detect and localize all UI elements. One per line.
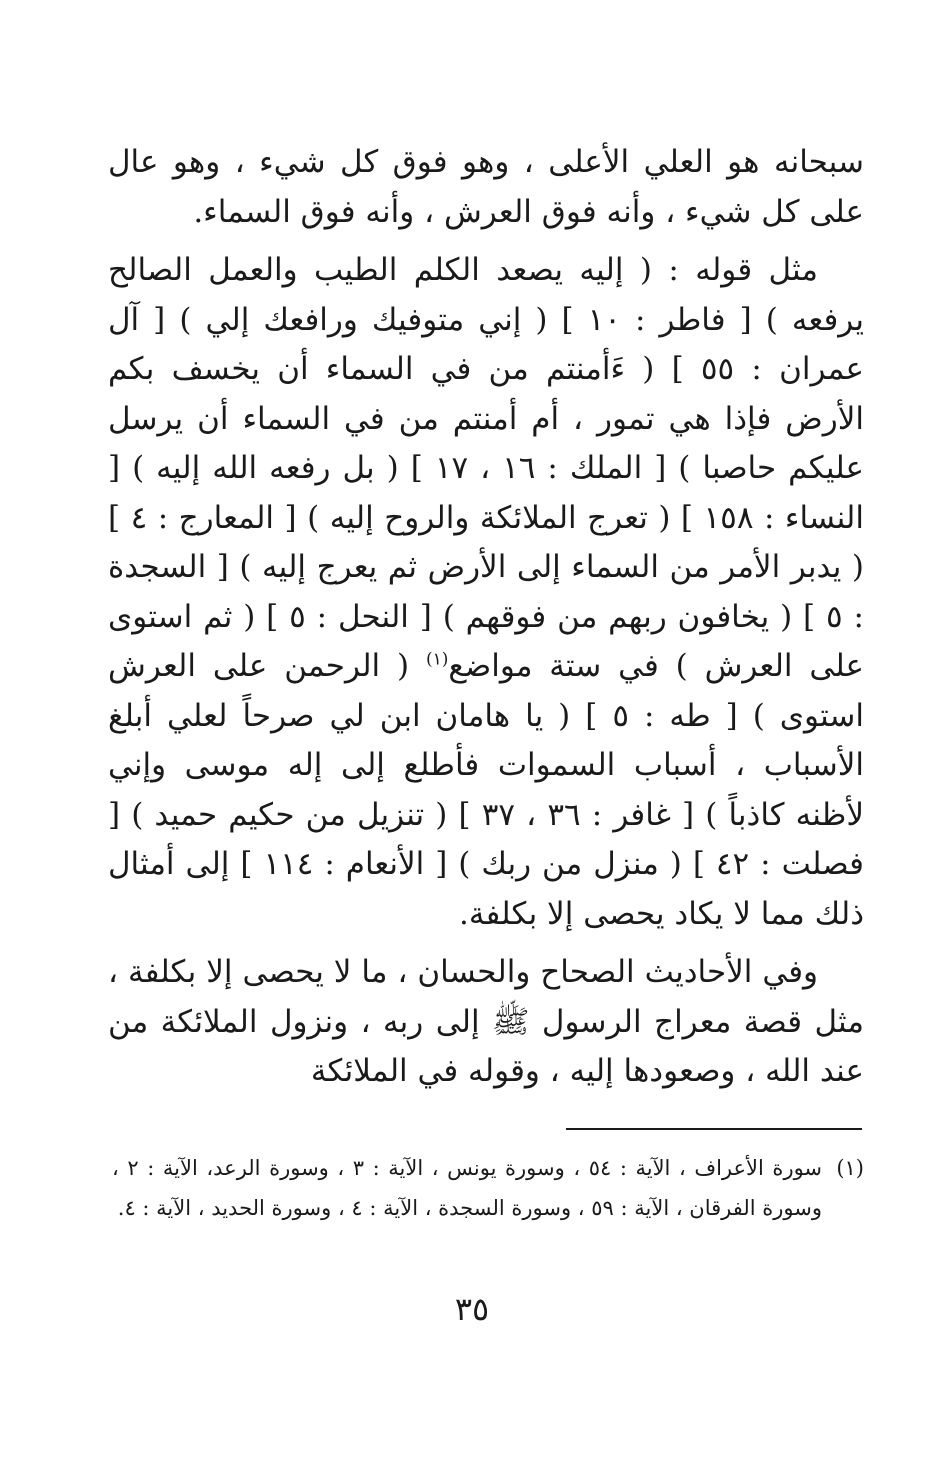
footnote-number: (١) xyxy=(836,1156,864,1180)
footnotes xyxy=(112,1148,864,1228)
footnote-reference: (١) xyxy=(425,649,449,670)
page-number: ٣٥ xyxy=(454,1290,490,1328)
footnote-text: سورة الأعراف ، الآية : ٥٤ ، وسورة يونس ، الآية : ٣ ، وسورة الرعد، الآية : ٢ ، وسورة الفرقان ، الآية : ٥٩ ، وسورة السجدة ، الآية : ٤ ، وسورة الحديد ، الآية : ٤. xyxy=(112,1156,823,1220)
footnote-separator xyxy=(566,1128,862,1130)
paragraph-1: سبحانه هو العلي الأعلى ، وهو فوق كل شيء ، وهو عال على كل شيء ، وأنه فوق العرش ، وأنه فوق السماء. xyxy=(108,144,864,230)
paragraph-3: وفي الأحاديث الصحاح والحسان ، ما لا يحصى إلا بكلفة ، مثل قصة معراج الرسول ﷺ إلى ربه ، ونزول الملائكة من عند الله ، وصعودها إليه ، وقوله في الملائكة xyxy=(108,954,864,1089)
footnote-1 xyxy=(112,1148,864,1228)
main-text xyxy=(108,138,864,1106)
paragraph-2-before-note: مثل قوله : ( إليه يصعد الكلم الطيب والعمل الصالح يرفعه ) [ فاطر : ١٠ ] ( إني متوفيك ورافعك إلي ) [ آل عمران : ٥٥ ] ( ءَأمنتم من في السماء أن يخسف بكم الأرض فإذا هي تمور ، أم أمنتم من في السماء أن يرسل عليكم حاصبا ) [ الملك : ١٦ ، ١٧ ] ( بل رفعه الله إليه ) [ النساء : ١٥٨ ] ( تعرج الملائكة والروح إليه ) [ المعارج : ٤ ] ( يدبر الأمر من السماء إلى الأرض ثم يعرج إليه ) [ السجدة : ٥ ] ( يخافون ربهم من فوقهم ) [ النحل : ٥ ] ( ثم استوى على العرش ) في ستة مواضع xyxy=(108,252,865,684)
paragraph-2 xyxy=(108,246,864,939)
paragraph-2-after-note: ( الرحمن على العرش استوى ) [ طه : ٥ ] ( يا هامان ابن لي صرحاً لعلي أبلغ الأسباب ، أسباب السموات فأطلع إلى إله موسى وإني لأظنه كاذباً ) [ غافر : ٣٦ ، ٣٧ ] ( تنزيل من حكيم حميد ) [ فصلت : ٤٢ ] ( منزل من ربك ) [ الأنعام : ١١٤ ] إلى أمثال ذلك مما لا يكاد يحصى إلا بكلفة. xyxy=(108,648,865,932)
